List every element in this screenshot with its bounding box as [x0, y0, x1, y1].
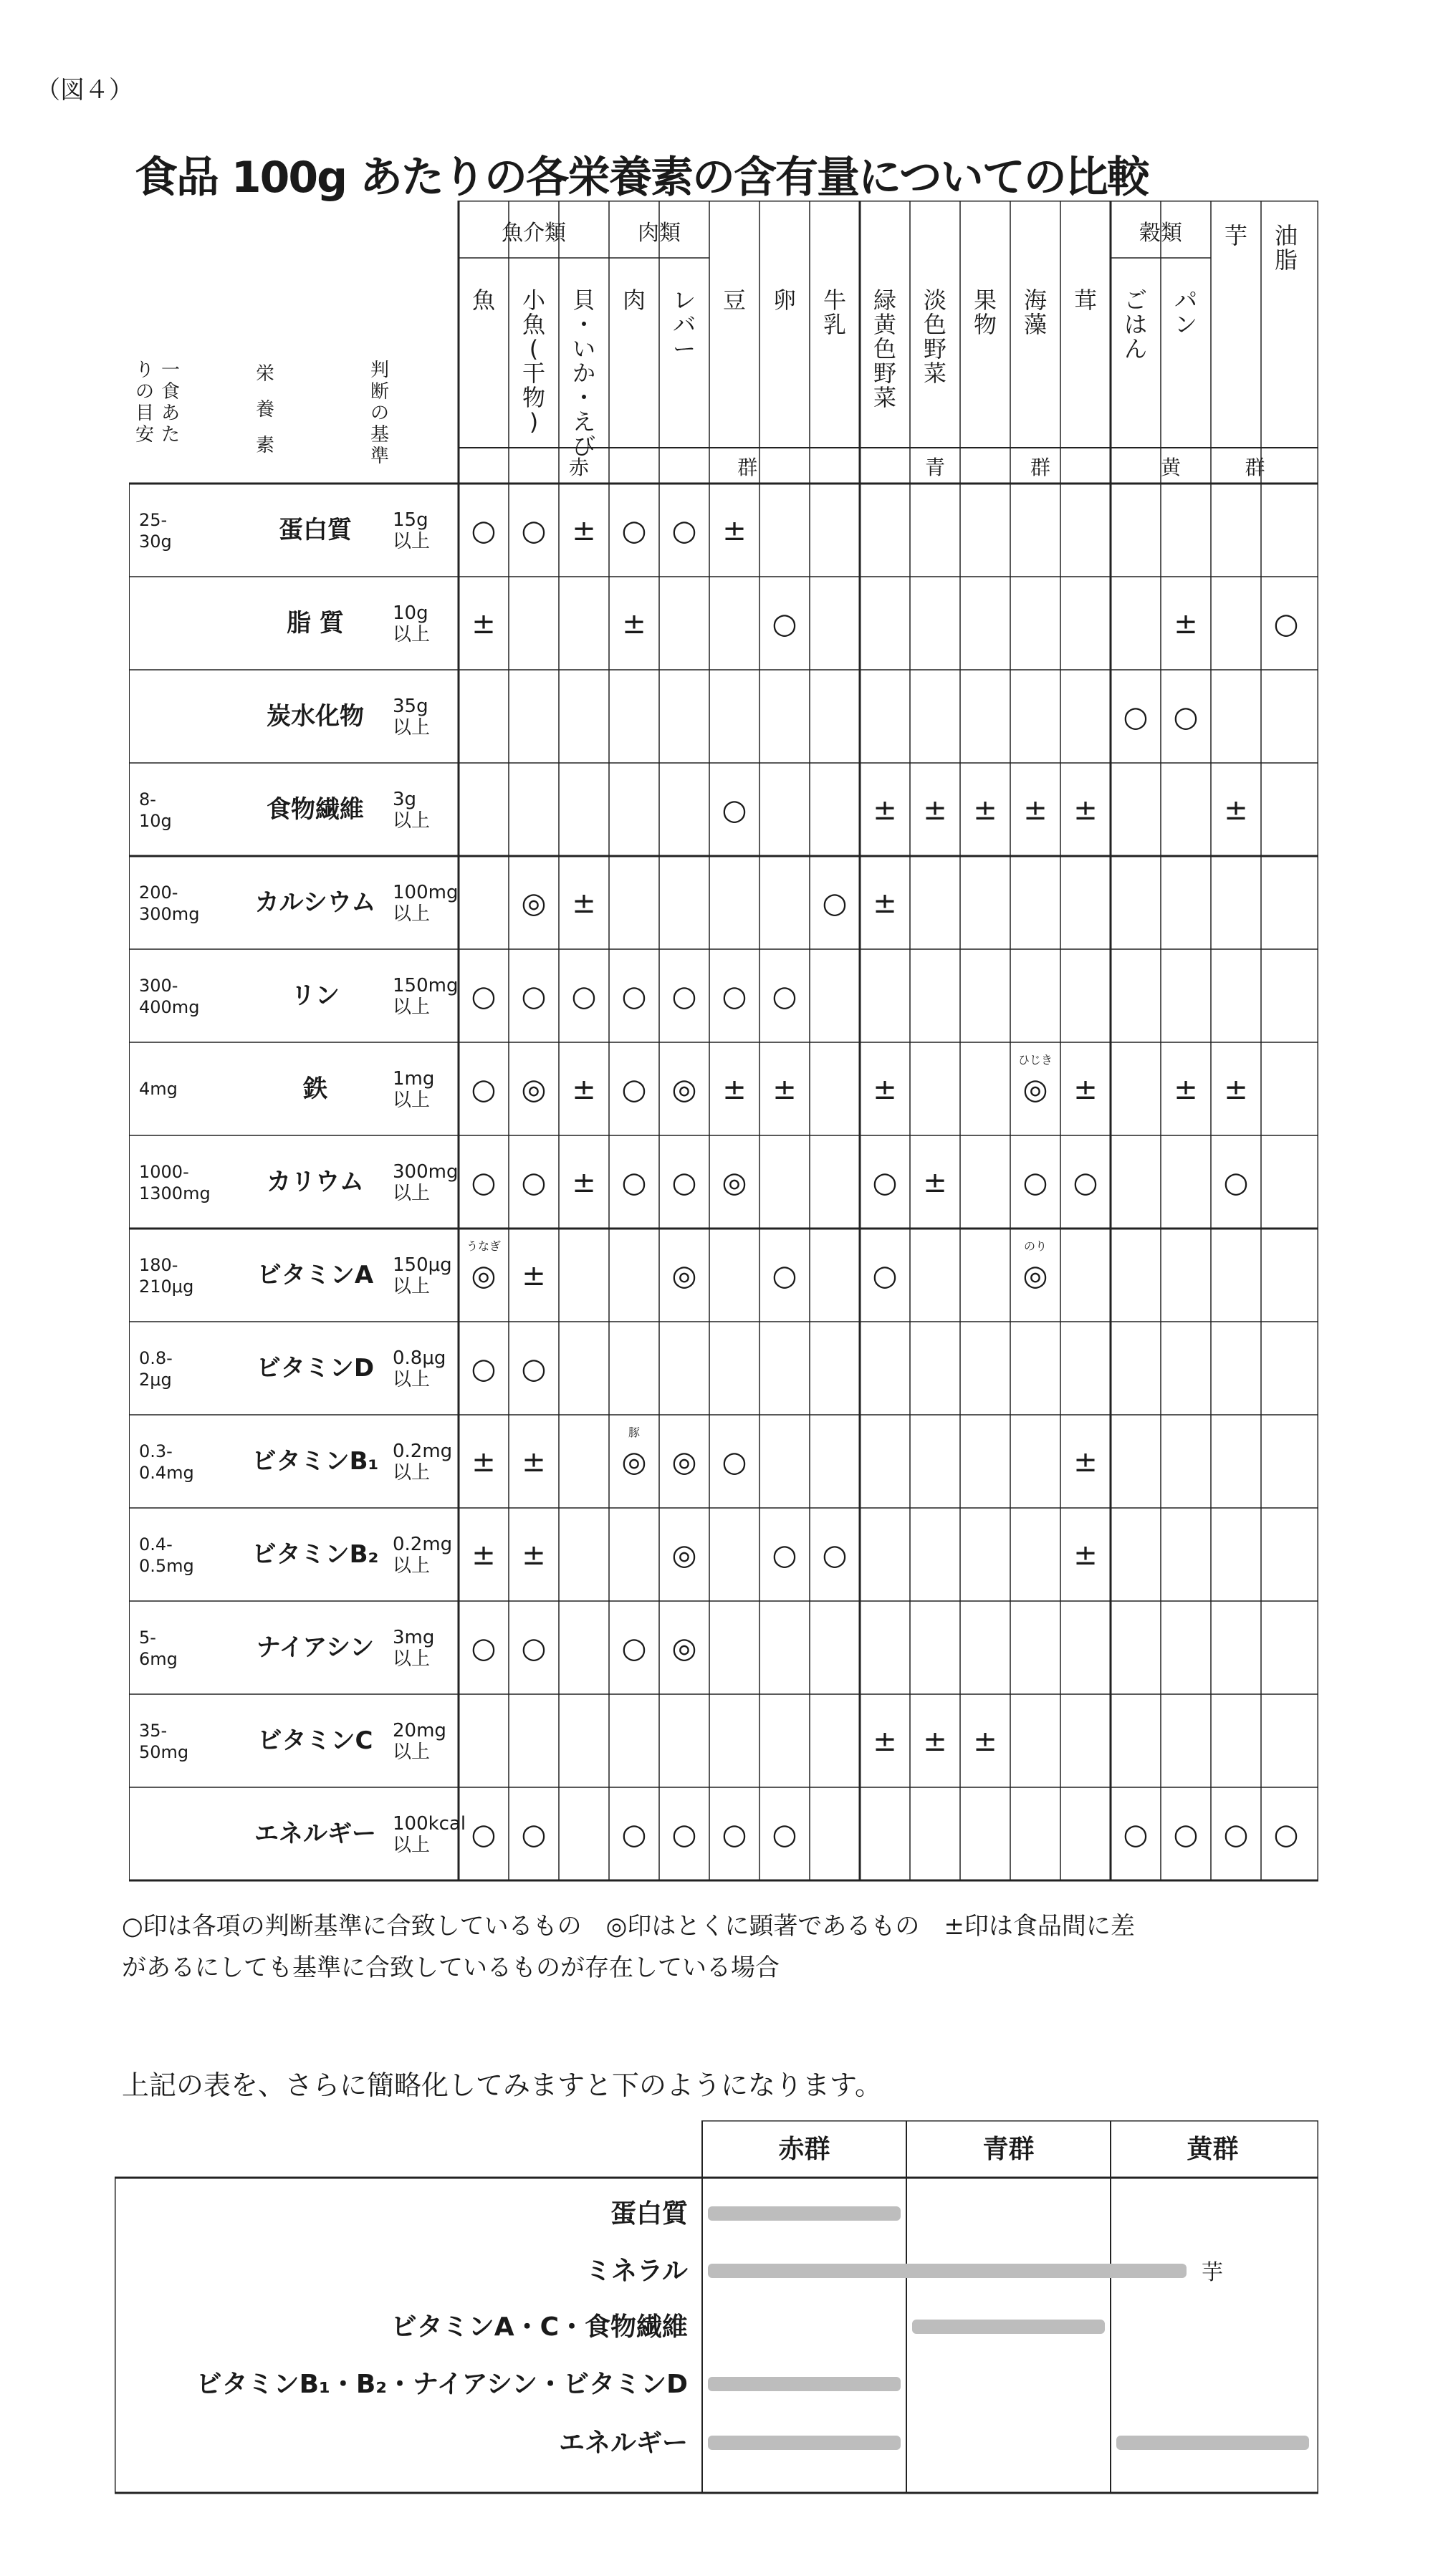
food-name: 卵	[772, 287, 797, 314]
row-criterion: 100kcal 以上	[393, 1813, 466, 1856]
summary-row-label: ミネラル	[585, 2257, 688, 2286]
row-nutrient: 食物繊維	[267, 795, 364, 824]
cell-annotation: ひじき	[1017, 1053, 1053, 1067]
row-nutrient: カリウム	[267, 1168, 364, 1196]
row-criterion: 0.2mg 以上	[393, 1441, 453, 1484]
cell-mark: ○	[671, 1818, 697, 1851]
cell-mark: ±	[572, 887, 596, 920]
row-amount: 35-50mg	[139, 1721, 189, 1762]
cell-mark: ○	[571, 980, 597, 1013]
row-amount: 8-10g	[139, 789, 172, 831]
summary-bar	[708, 2377, 901, 2391]
food-group-label: 穀類	[1139, 221, 1182, 246]
row-criterion: 0.2mg 以上	[393, 1534, 453, 1577]
cell-mark: ○	[1123, 701, 1149, 734]
cell-mark: ◎	[671, 1632, 697, 1665]
row-nutrient: 炭水化物	[267, 702, 364, 731]
row-criterion: 300mg 以上	[393, 1161, 459, 1204]
cell-mark: ±	[572, 1166, 596, 1199]
cell-mark: ±	[923, 1725, 947, 1758]
row-nutrient: ビタミンD	[256, 1354, 375, 1383]
cell-mark: ○	[1223, 1166, 1249, 1199]
cell-mark: ○	[521, 1632, 547, 1665]
cell-mark: ○	[521, 980, 547, 1013]
cell-mark: ◎	[671, 1073, 697, 1106]
cell-mark: ±	[973, 1725, 997, 1758]
cell-mark: ○	[872, 1259, 898, 1292]
cell-mark: ±	[722, 514, 747, 547]
cell-mark: ○	[772, 980, 797, 1013]
figure-label: （図４）	[36, 76, 133, 105]
cell-mark: ±	[873, 1073, 897, 1106]
summary-row-label: ビタミンA・C・食物繊維	[390, 2312, 688, 2342]
row-criterion: 20mg 以上	[393, 1720, 446, 1763]
cell-mark: ±	[471, 607, 496, 640]
cell-mark: ±	[1174, 1073, 1198, 1106]
cell-mark: ◎	[521, 887, 547, 920]
color-group-label: 赤	[568, 456, 590, 479]
cell-mark: ○	[822, 1539, 848, 1572]
legend-note	[122, 1905, 1333, 1989]
row-criterion: 15g 以上	[393, 509, 431, 552]
color-group-label: 黄	[1160, 456, 1182, 479]
color-group-label-suffix: 群	[1030, 456, 1051, 479]
cell-mark: ○	[521, 1818, 547, 1851]
food-name: 貝・いか・えび	[572, 287, 596, 460]
cell-mark: ◎	[521, 1073, 547, 1106]
row-criterion: 10g 以上	[393, 602, 431, 645]
cell-mark: ○	[521, 514, 547, 547]
cell-mark: ○	[1073, 1166, 1098, 1199]
axis-label: 一食あたりの目安	[135, 360, 181, 446]
cell-mark: ±	[1073, 1539, 1098, 1572]
cell-mark: ±	[973, 794, 997, 827]
cell-annotation: 豚	[628, 1426, 641, 1439]
color-group-label: 青	[924, 456, 946, 479]
cell-mark: ○	[671, 514, 697, 547]
row-amount: 300-400mg	[139, 976, 200, 1017]
cell-mark: ○	[772, 1539, 797, 1572]
cell-mark: ±	[522, 1446, 546, 1479]
nutrient-comparison-table	[129, 201, 1318, 1905]
cell-mark: ○	[471, 1352, 497, 1385]
summary-column-header: 青群	[982, 2135, 1035, 2164]
row-criterion: 1mg 以上	[393, 1068, 435, 1111]
row-criterion: 150mg 以上	[393, 975, 459, 1018]
cell-mark: ○	[621, 514, 647, 547]
row-nutrient: ビタミンB₁	[251, 1447, 379, 1476]
row-criterion: 3mg 以上	[393, 1627, 435, 1670]
food-group-label: 魚介類	[502, 221, 566, 246]
food-name: 茸	[1073, 287, 1098, 314]
axis-label: 判断の基準	[370, 360, 390, 467]
cell-mark: ○	[471, 1818, 497, 1851]
cell-mark: ±	[522, 1539, 546, 1572]
row-amount: 200-300mg	[139, 883, 200, 924]
color-group-label-suffix: 群	[737, 456, 758, 479]
row-nutrient: カルシウム	[254, 888, 376, 917]
summary-bar	[912, 2320, 1105, 2334]
page-title: 食品 100g あたりの各栄養素の含有量についての比較	[135, 153, 1149, 203]
cell-mark: ±	[471, 1539, 496, 1572]
cell-mark: ○	[671, 1166, 697, 1199]
cell-mark: ○	[1273, 607, 1299, 640]
cell-mark: ±	[572, 514, 596, 547]
cell-mark: ±	[1073, 1073, 1098, 1106]
cell-mark: ○	[621, 1073, 647, 1106]
row-nutrient: ビタミンB₂	[251, 1540, 379, 1569]
food-group-label: 肉類	[638, 221, 681, 246]
row-amount: 0.8-2μg	[139, 1348, 173, 1390]
cell-mark: ◎	[471, 1259, 497, 1292]
cell-mark: ±	[923, 794, 947, 827]
food-name: 果物	[973, 287, 997, 338]
row-nutrient: 蛋白質	[279, 516, 352, 544]
row-amount: 180-210μg	[139, 1255, 194, 1297]
table-grid	[129, 201, 1318, 1880]
legend-line-1: ○印は各項の判断基準に合致しているもの ◎印はとくに顕著であるもの ±印は食品間に差	[122, 1912, 1135, 1941]
summary-bar	[1116, 2436, 1309, 2450]
summary-bar	[708, 2206, 901, 2221]
row-criterion: 3g 以上	[393, 789, 431, 832]
cell-mark: ±	[471, 1446, 496, 1479]
cell-mark: ○	[471, 980, 497, 1013]
cell-annotation: うなぎ	[466, 1239, 502, 1253]
row-criterion: 100mg 以上	[393, 882, 459, 925]
cell-mark: ○	[772, 607, 797, 640]
cell-mark: ±	[522, 1259, 546, 1292]
cell-mark: ◎	[1022, 1259, 1048, 1292]
row-nutrient: エネルギー	[254, 1820, 376, 1848]
cell-mark: ○	[1273, 1818, 1299, 1851]
cell-mark: ±	[1073, 1446, 1098, 1479]
cell-mark: ○	[1173, 701, 1199, 734]
cell-mark: ○	[471, 1632, 497, 1665]
summary-row-label: エネルギー	[558, 2428, 688, 2458]
row-amount: 5-6mg	[139, 1628, 178, 1669]
cell-mark: ±	[772, 1073, 797, 1106]
food-name: 淡色野菜	[923, 287, 947, 387]
cell-mark: ○	[471, 514, 497, 547]
cell-mark: ○	[722, 1818, 747, 1851]
cell-mark: ○	[772, 1818, 797, 1851]
summary-bar	[708, 2436, 901, 2450]
cell-mark: ±	[722, 1073, 747, 1106]
row-nutrient: 脂 質	[287, 609, 344, 638]
axis-label: 栄養素	[255, 363, 275, 456]
summary-table	[115, 2120, 1318, 2507]
row-nutrient: 鉄	[303, 1075, 327, 1103]
cell-mark: ○	[521, 1352, 547, 1385]
row-criterion: 0.8μg 以上	[393, 1347, 446, 1390]
food-name: ごはん	[1123, 287, 1148, 362]
summary-row-label: ビタミンB₁・B₂・ナイアシン・ビタミンD	[196, 2370, 688, 2399]
cell-mark: ○	[822, 887, 848, 920]
row-amount: 0.3-0.4mg	[139, 1441, 194, 1483]
cell-mark: ±	[923, 1166, 947, 1199]
cell-mark: ○	[621, 1632, 647, 1665]
cell-mark: ±	[1224, 1073, 1248, 1106]
cell-mark: ±	[572, 1073, 596, 1106]
food-name: 魚	[471, 287, 496, 314]
cell-mark: ○	[1173, 1818, 1199, 1851]
cell-mark: ○	[471, 1073, 497, 1106]
summary-bar	[708, 2264, 1187, 2278]
food-name: 油脂	[1274, 222, 1298, 274]
food-name: レバー	[672, 287, 696, 362]
row-nutrient: ナイアシン	[256, 1633, 375, 1662]
row-criterion: 35g 以上	[393, 696, 431, 739]
cell-mark: ±	[1224, 794, 1248, 827]
cell-mark: ○	[722, 1446, 747, 1479]
food-name: 海藻	[1023, 287, 1048, 338]
cell-annotation: のり	[1023, 1239, 1048, 1253]
color-group-label-suffix: 群	[1245, 456, 1265, 479]
cell-mark: ◎	[671, 1539, 697, 1572]
row-nutrient: リン	[291, 981, 340, 1010]
cell-mark: ◎	[671, 1259, 697, 1292]
row-amount: 1000-1300mg	[139, 1162, 211, 1203]
row-amount: 25-30g	[139, 510, 172, 552]
food-name: 豆	[722, 287, 747, 314]
cell-mark: ◎	[671, 1446, 697, 1479]
cell-mark: ○	[621, 1166, 647, 1199]
food-name: 肉	[622, 287, 646, 314]
cell-mark: ◎	[1022, 1073, 1048, 1106]
cell-mark: ○	[1123, 1818, 1149, 1851]
row-nutrient: ビタミンC	[257, 1726, 373, 1755]
food-name: パン	[1174, 287, 1198, 338]
food-name: 小魚(干物)	[522, 287, 546, 436]
food-name: 緑黄色野菜	[873, 287, 897, 411]
food-name: 牛乳	[823, 287, 847, 338]
cell-mark: ○	[872, 1166, 898, 1199]
legend-line-2: があるにしても基準に合致しているものが存在している場合	[122, 1953, 780, 1982]
summary-row-note: 芋	[1202, 2260, 1223, 2285]
row-criterion: 150μg 以上	[393, 1254, 452, 1297]
summary-row-label: 蛋白質	[610, 2199, 688, 2229]
cell-mark: ±	[1073, 794, 1098, 827]
summary-intro: 上記の表を、さらに簡略化してみますと下のようになります。	[122, 2070, 882, 2101]
summary-column-header: 黄群	[1187, 2135, 1239, 2164]
cell-mark: ±	[873, 794, 897, 827]
cell-mark: ±	[873, 887, 897, 920]
cell-mark: ○	[722, 980, 747, 1013]
cell-mark: ○	[1022, 1166, 1048, 1199]
summary-column-header: 赤群	[778, 2135, 830, 2164]
cell-mark: ◎	[722, 1166, 747, 1199]
food-name: 芋	[1224, 222, 1248, 249]
cell-mark: ○	[471, 1166, 497, 1199]
row-amount: 4mg	[139, 1079, 178, 1099]
row-amount: 0.4-0.5mg	[139, 1534, 194, 1576]
cell-mark: ○	[521, 1166, 547, 1199]
cell-mark: ±	[873, 1725, 897, 1758]
cell-mark: ±	[622, 607, 646, 640]
row-nutrient: ビタミンA	[257, 1261, 374, 1289]
cell-mark: ○	[671, 980, 697, 1013]
cell-mark: ±	[1023, 794, 1048, 827]
cell-mark: ○	[722, 794, 747, 827]
cell-mark: ○	[1223, 1818, 1249, 1851]
cell-mark: ○	[772, 1259, 797, 1292]
cell-mark: ○	[621, 1818, 647, 1851]
cell-mark: ○	[621, 980, 647, 1013]
cell-mark: ±	[1174, 607, 1198, 640]
cell-mark: ◎	[621, 1446, 647, 1479]
